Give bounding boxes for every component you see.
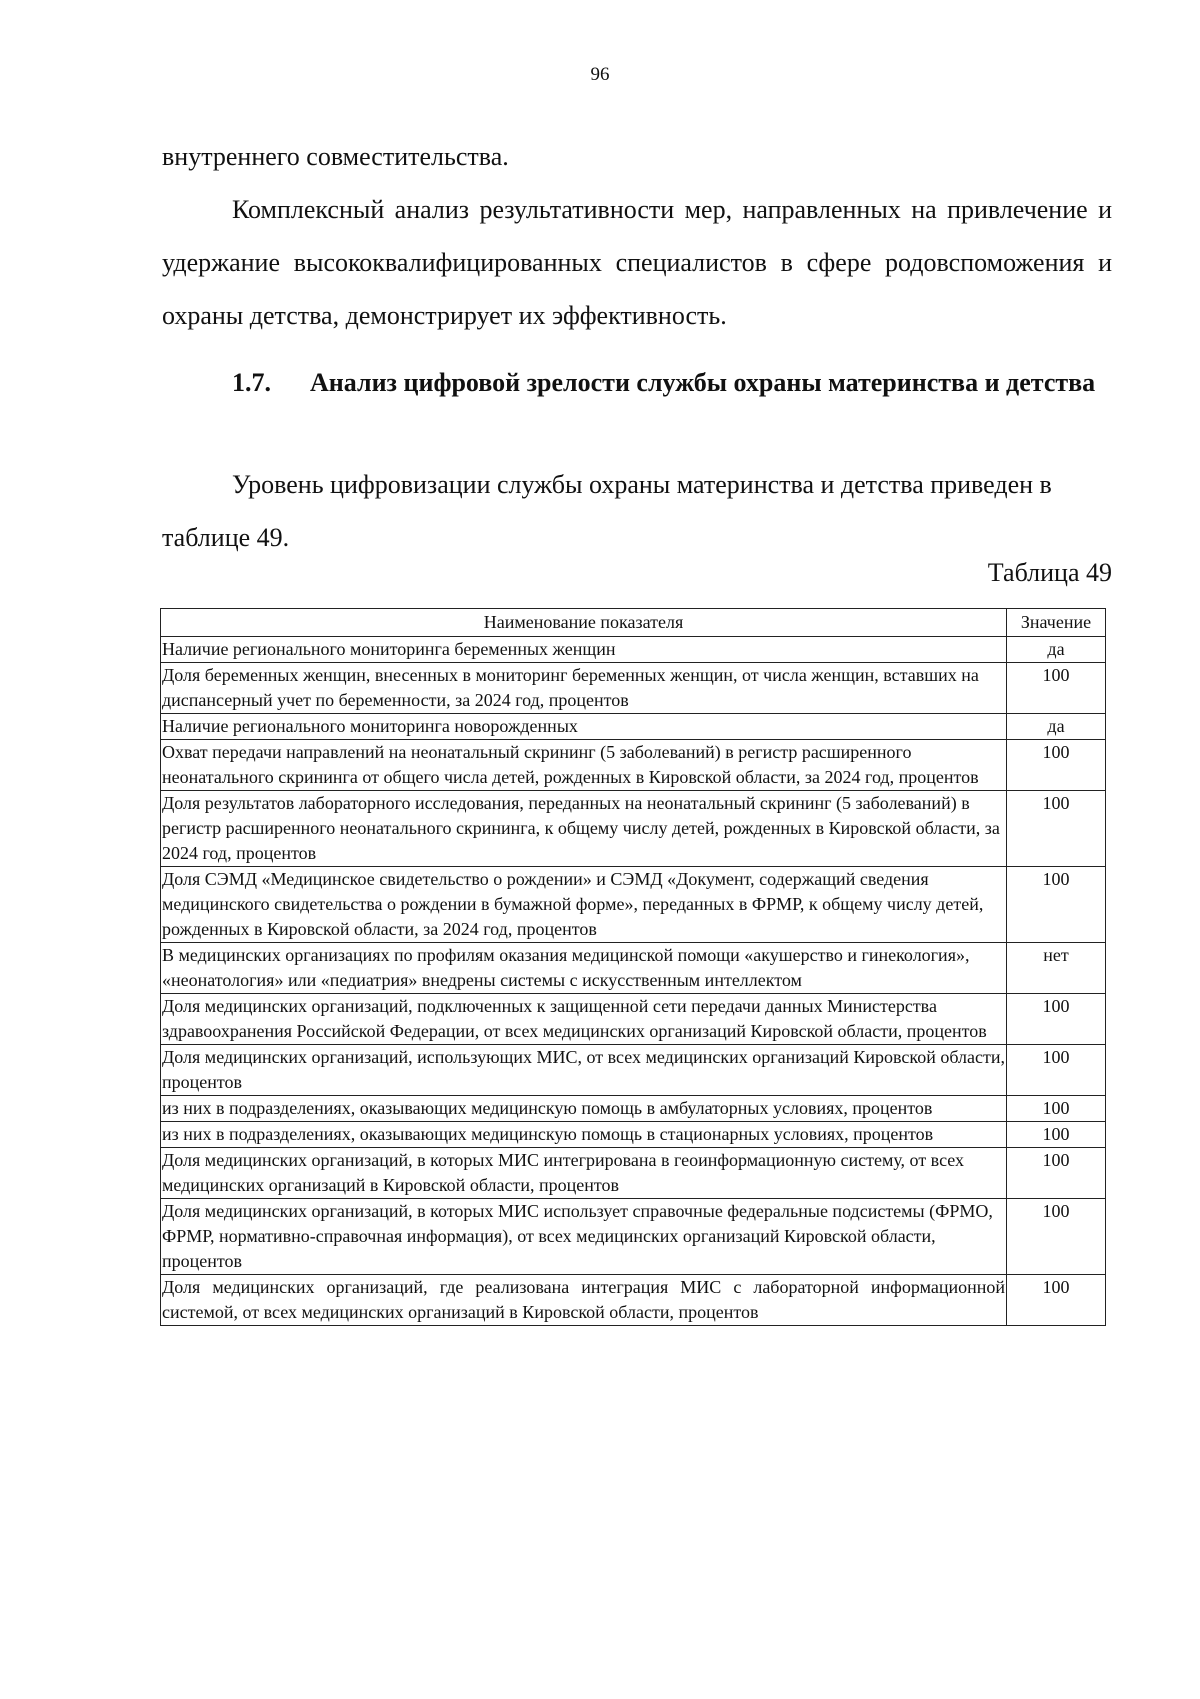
table-row [161,1045,1106,1096]
header-indicator: Наименование показателя [161,609,1007,637]
section-title: Анализ цифровой зрелости службы охраны материнства и детства [310,368,1096,397]
table-header-row [161,609,1106,637]
table-row [161,994,1106,1045]
indicators-table [160,608,1106,1326]
indicator-cell: В медицинских организациях по профилям оказания медицинской помощи «акушерство и гинекология», «неонатология» или «педиатрия» внедрены системы с искусственным интеллектом [161,943,1007,994]
table-row [161,1096,1106,1122]
paragraph-continuation: внутреннего совместительства. [162,142,509,171]
table-row [161,740,1106,791]
paragraph-summary: Комплексный анализ результативности мер, направленных на привлечение и удержание высококвалифицированных специалистов в сфере родовспоможения и охраны детства, демонстрирует их эффективность. [162,195,1112,330]
value-cell: 100 [1007,1148,1106,1199]
value-cell: 100 [1007,1275,1106,1326]
indicator-cell: Доля медицинских организаций, где реализована интеграция МИС с лабораторной информационной системой, от всех медицинских организаций в Кировской области, процентов [161,1275,1007,1326]
indicator-cell: Наличие регионального мониторинга новорожденных [161,714,1007,740]
table-caption: Таблица 49 [987,558,1112,587]
value-cell: да [1007,637,1106,663]
indicator-cell: Доля медицинских организаций, в которых МИС использует справочные федеральные подсистемы (ФРМО, ФРМР, нормативно-справочная информация), от всех медицинских организаций Кировской области, процентов [161,1199,1007,1275]
value-cell: 100 [1007,791,1106,867]
paragraph-table-intro: Уровень цифровизации службы охраны материнства и детства приведен в таблице 49. [162,470,1052,552]
indicator-cell: из них в подразделениях, оказывающих медицинскую помощь в стационарных условиях, процентов [161,1122,1007,1148]
indicator-cell: Доля беременных женщин, внесенных в мониторинг беременных женщин, от числа женщин, вставших на диспансерный учет по беременности, за 2024 год, процентов [161,663,1007,714]
section-number: 1.7. [232,368,271,397]
page-number: 96 [590,64,610,85]
indicator-cell: Доля результатов лабораторного исследования, переданных на неонатальный скрининг (5 заболеваний) в регистр расширенного неонатального скрининга, к общему числу детей, рожденных в Кировской области, за 2024 год, процентов [161,791,1007,867]
table-row [161,637,1106,663]
table-row [161,867,1106,943]
value-cell: 100 [1007,994,1106,1045]
value-cell: 100 [1007,867,1106,943]
value-cell: 100 [1007,1199,1106,1275]
indicator-cell: Доля медицинских организаций, подключенных к защищенной сети передачи данных Министерства здравоохранения Российской Федерации, от всех медицинских организаций Кировской области, процентов [161,994,1007,1045]
table-row [161,1199,1106,1275]
value-cell: нет [1007,943,1106,994]
table-row [161,1275,1106,1326]
indicator-cell: Наличие регионального мониторинга беременных женщин [161,637,1007,663]
value-cell: 100 [1007,1045,1106,1096]
value-cell: 100 [1007,740,1106,791]
table-row [161,1122,1106,1148]
section-heading [232,366,1112,399]
table-row [161,714,1106,740]
value-cell: 100 [1007,1122,1106,1148]
value-cell: да [1007,714,1106,740]
header-value: Значение [1007,609,1106,637]
indicator-cell: Доля СЭМД «Медицинское свидетельство о рождении» и СЭМД «Документ, содержащий сведения медицинского свидетельства о рождении в бумажной форме», переданных в ФРМР, к общему числу детей, рожденных в Кировской области, за 2024 год, процентов [161,867,1007,943]
value-cell: 100 [1007,663,1106,714]
table-row [161,1148,1106,1199]
indicator-cell: Доля медицинских организаций, использующих МИС, от всех медицинских организаций Кировской области, процентов [161,1045,1007,1096]
table-row [161,663,1106,714]
indicator-cell: Доля медицинских организаций, в которых МИС интегрирована в геоинформационную систему, от всех медицинских организаций в Кировской области, процентов [161,1148,1007,1199]
table-row [161,791,1106,867]
indicator-cell: Охват передачи направлений на неонатальный скрининг (5 заболеваний) в регистр расширенного неонатального скрининга от общего числа детей, рожденных в Кировской области, за 2024 год, процентов [161,740,1007,791]
value-cell: 100 [1007,1096,1106,1122]
indicator-cell: из них в подразделениях, оказывающих медицинскую помощь в амбулаторных условиях, процентов [161,1096,1007,1122]
table-row [161,943,1106,994]
